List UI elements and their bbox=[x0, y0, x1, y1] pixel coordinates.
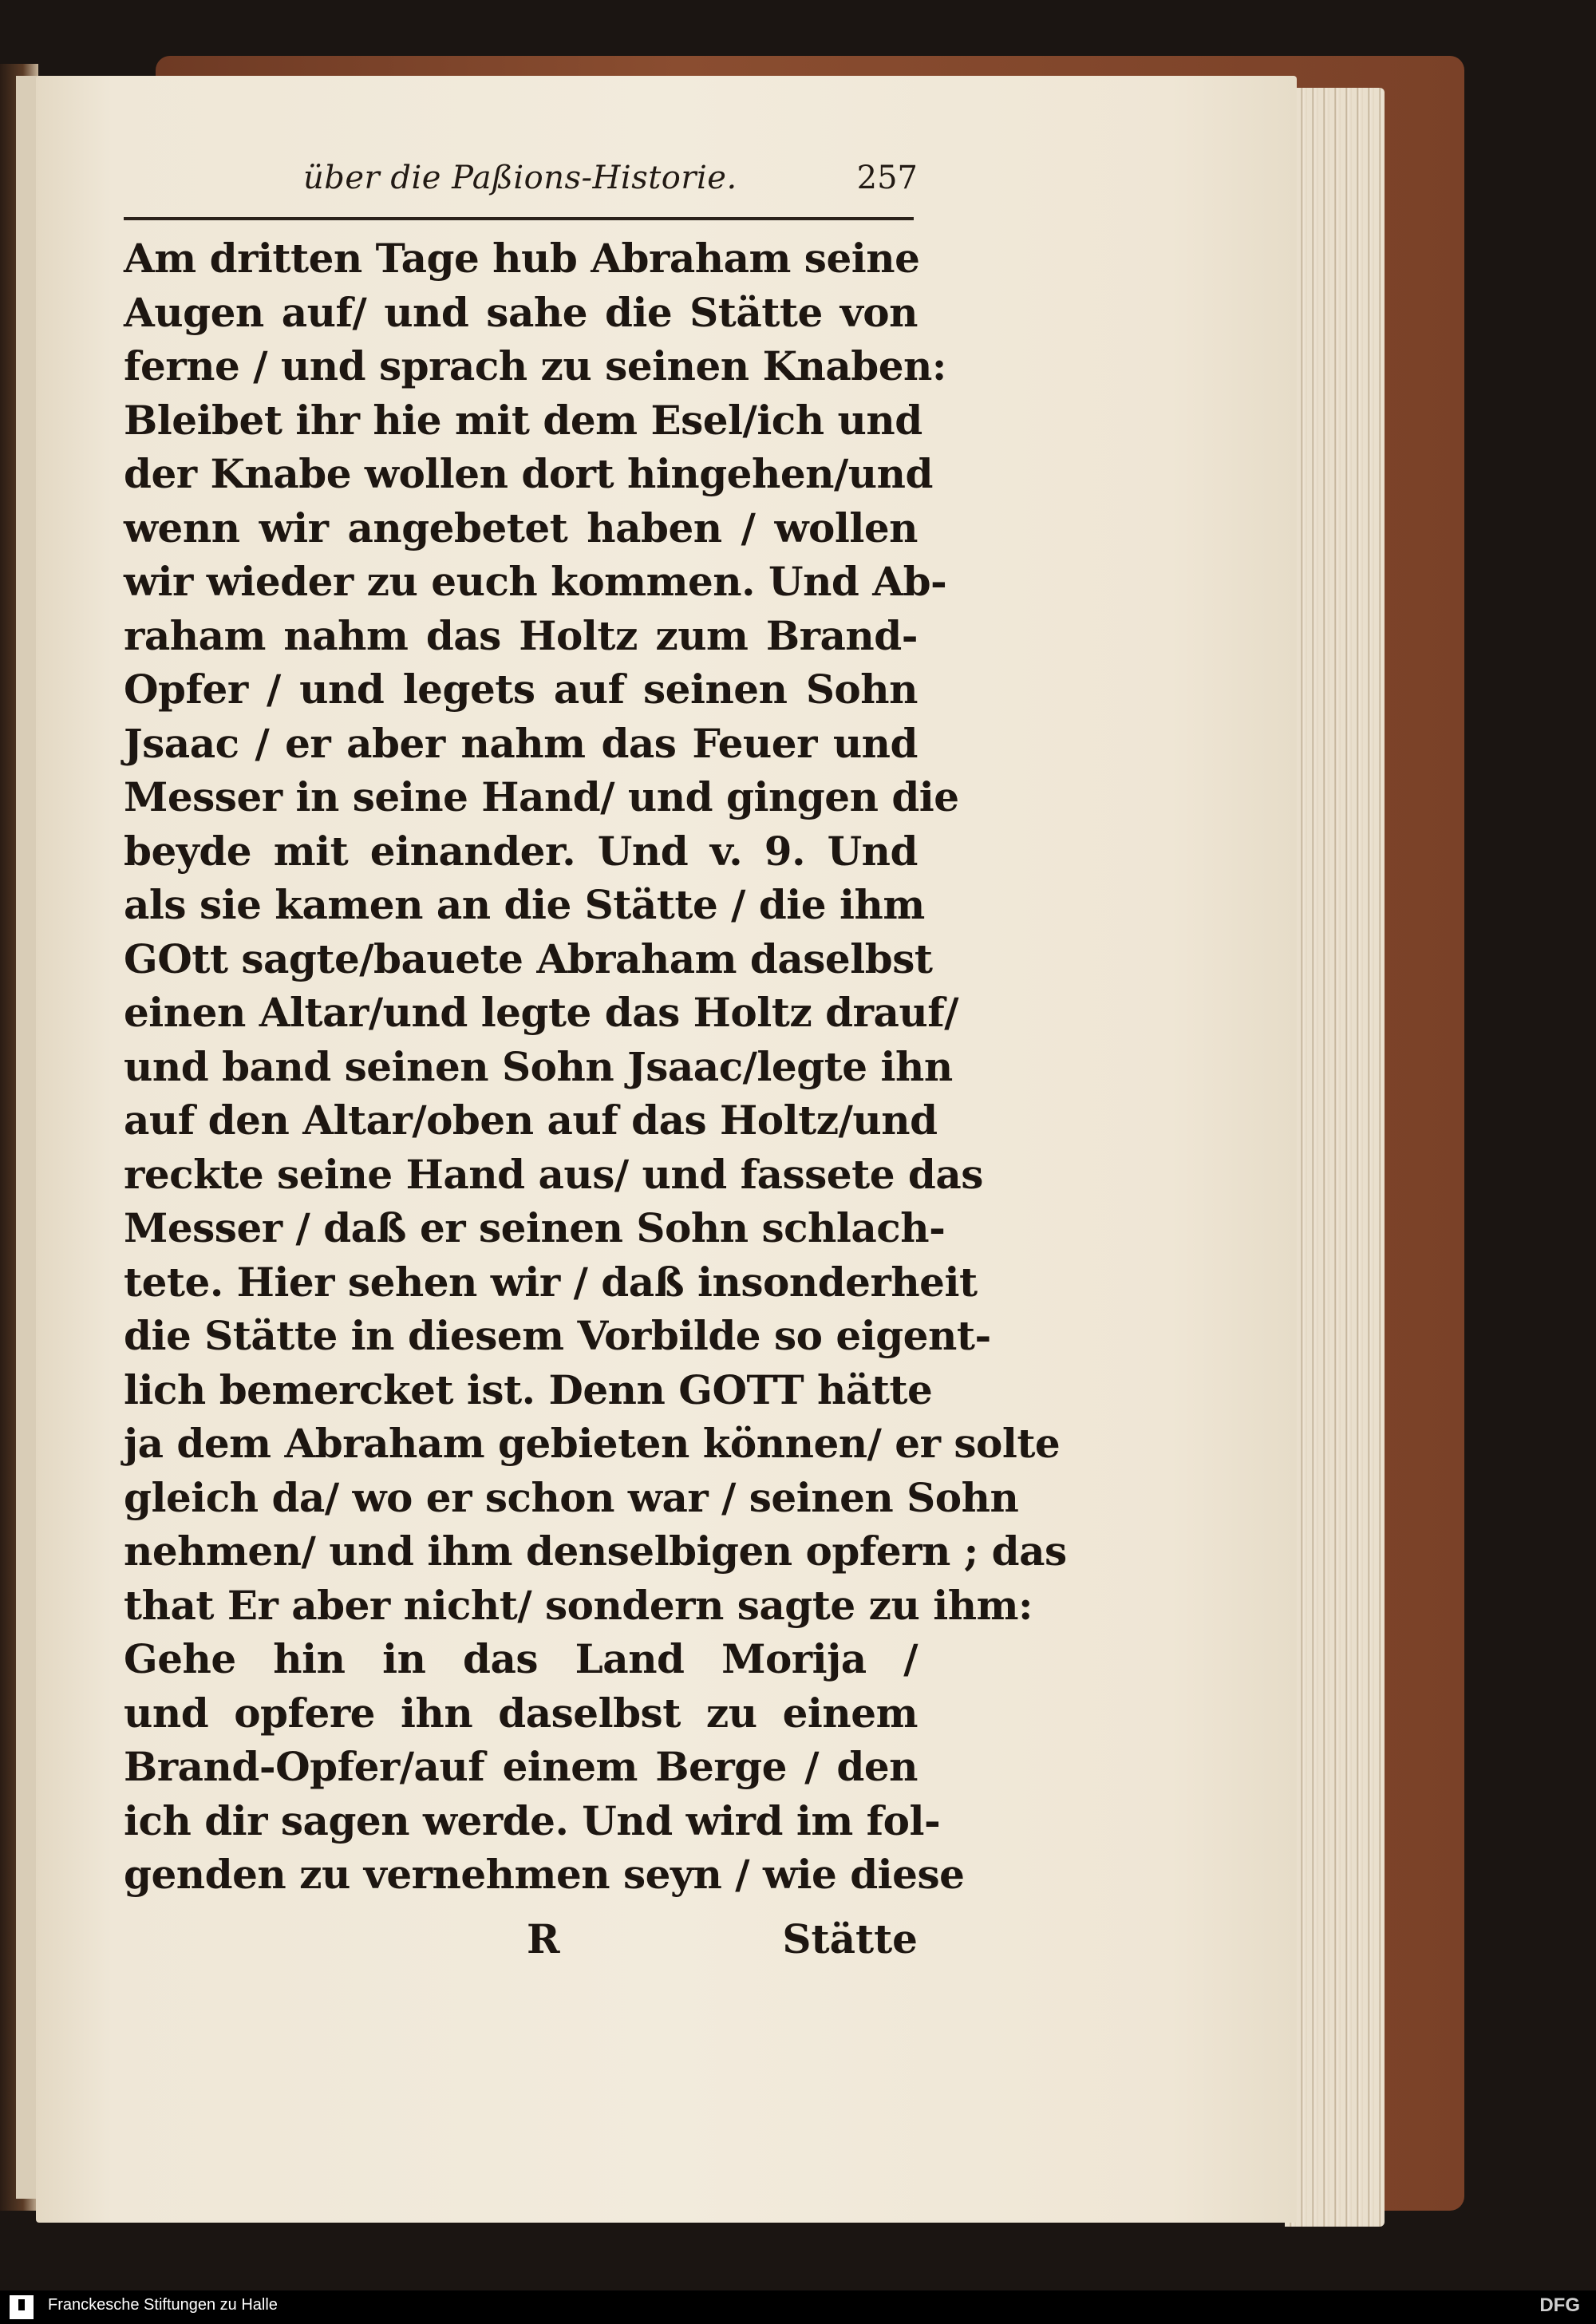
text-line: nehmen/ und ihm denselbigen opfern ; das bbox=[124, 1528, 1067, 1575]
running-title: über die Paßions-Historie. bbox=[303, 160, 737, 196]
text-line: als sie kamen an die Stätte / die ihm bbox=[124, 881, 925, 928]
page-header bbox=[303, 160, 918, 208]
text-line: auf den Altar/oben auf das Holtz/und bbox=[124, 1097, 938, 1144]
text-line: Bleibet ihr hie mit dem Esel/ich und bbox=[124, 396, 922, 444]
institution-name: Franckesche Stiftungen zu Halle bbox=[48, 2296, 278, 2314]
text-line: beyde mit einander. Und v. 9. Und bbox=[124, 827, 918, 875]
text-line: Am dritten Tage hub Abraham seine bbox=[124, 235, 920, 282]
text-line: die Stätte in diesem Vorbilde so eigent- bbox=[124, 1312, 991, 1359]
dfg-logo: DFG bbox=[1539, 2294, 1580, 2316]
page-number: 257 bbox=[856, 160, 918, 196]
text-line: ferne / und sprach zu seinen Knaben: bbox=[124, 342, 946, 389]
page-footer bbox=[124, 1915, 918, 1971]
text-line: gleich da/ wo er schon war / seinen Sohn bbox=[124, 1473, 1019, 1521]
text-line: Brand-Opfer/auf einem Berge / den bbox=[124, 1743, 918, 1790]
text-line: Opfer / und legets auf seinen Sohn bbox=[124, 666, 918, 713]
catchword: Stätte bbox=[782, 1915, 918, 1962]
viewer-footer-bar bbox=[0, 2290, 1596, 2324]
page-stack-edge bbox=[1285, 88, 1385, 2227]
text-line: lich bemercket ist. Denn GOTT hätte bbox=[124, 1366, 933, 1413]
text-line: tete. Hier sehen wir / daß insonderheit bbox=[124, 1258, 978, 1306]
text-line: raham nahm das Holtz zum Brand- bbox=[124, 611, 918, 659]
text-line: Jsaac / er aber nahm das Feuer und bbox=[124, 719, 918, 767]
text-line: Gehe hin in das Land Morija / bbox=[124, 1635, 918, 1682]
text-line: einen Altar/und legte das Holtz drauf/ bbox=[124, 989, 958, 1036]
body-text bbox=[124, 231, 1067, 1902]
text-line: der Knabe wollen dort hingehen/und bbox=[124, 450, 933, 497]
text-line: und band seinen Sohn Jsaac/legte ihn bbox=[124, 1042, 953, 1090]
text-line: wenn wir angebetet haben / wollen bbox=[124, 504, 918, 551]
text-line: Augen auf/ und sahe die Stätte von bbox=[124, 288, 918, 336]
text-line: genden zu vernehmen seyn / wie diese bbox=[124, 1851, 965, 1898]
signature-mark: R bbox=[527, 1915, 560, 1962]
text-line: wir wieder zu euch kommen. Und Ab- bbox=[124, 558, 947, 605]
text-line: GOtt sagte/bauete Abraham daselbst bbox=[124, 935, 933, 982]
text-line: Messer / daß er seinen Sohn schlach- bbox=[124, 1204, 946, 1251]
text-line: that Er aber nicht/ sondern sagte zu ihm: bbox=[124, 1581, 1033, 1629]
text-line: ja dem Abraham gebieten können/ er solte bbox=[124, 1420, 1061, 1467]
text-line: ich dir sagen werde. Und wird im fol- bbox=[124, 1796, 941, 1844]
text-line: und opfere ihn daselbst zu einem bbox=[124, 1689, 918, 1737]
text-line: Messer in seine Hand/ und gingen die bbox=[124, 773, 959, 820]
header-rule bbox=[124, 217, 914, 220]
text-line: reckte seine Hand aus/ und fassete das bbox=[124, 1150, 983, 1198]
institution-logo-icon bbox=[10, 2295, 34, 2319]
